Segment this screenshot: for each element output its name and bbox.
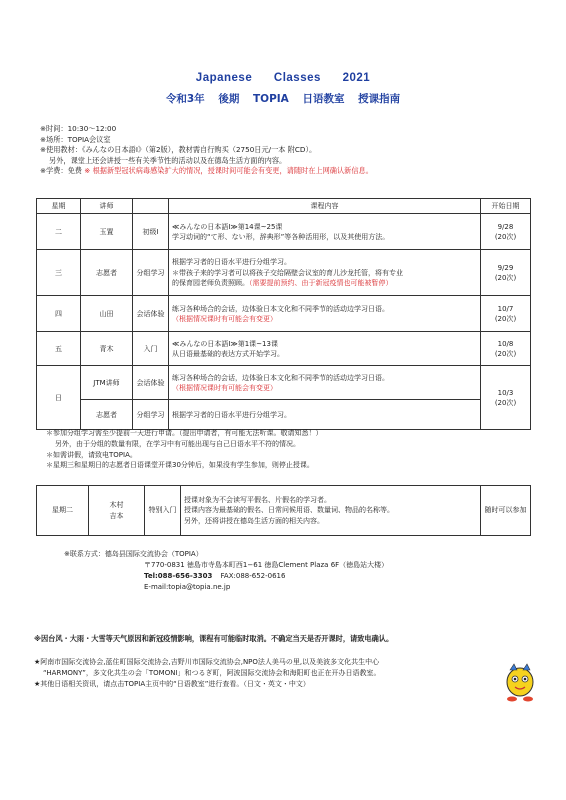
info-textbook: ※使用教材：《みんなの日本語Ⅰ》（第2版），教材需自行购买（2750日元/一本 附CD）。 xyxy=(40,145,317,155)
table-row xyxy=(37,486,531,536)
special-content-line: 授课内容为最基础的假名、日常问候用语、数量词、物品的名称等。 xyxy=(184,506,394,515)
row-content-line xyxy=(172,278,477,288)
row-day: 四 xyxy=(37,296,81,332)
row-date-value: 10/3 xyxy=(497,388,514,397)
row-day: 五 xyxy=(37,332,81,366)
row-date-count: (20次) xyxy=(494,314,517,323)
page-title-en: Japanese Classes 2021 xyxy=(195,72,371,84)
row-date xyxy=(481,332,531,366)
contact-email[interactable]: E-mail:topia@topia.ne.jp xyxy=(144,583,231,591)
row-content-text: 的保育园老师负责照顾。 xyxy=(172,278,249,287)
row-teacher: 山田 xyxy=(81,296,133,332)
footer-line: ★阿南市国际交流协会,蓝住町国际交流协会,吉野川市国际交流协会,NPO法人美马の里,以及美波多文化共生中心 xyxy=(34,658,380,666)
row-date-value: 9/28 xyxy=(497,222,514,231)
row-level: 会话体验 xyxy=(133,296,169,332)
contact-fax: FAX:088-652-0616 xyxy=(220,572,286,580)
schedule-table xyxy=(36,198,531,430)
row-level: 初级Ⅰ xyxy=(133,214,169,250)
weather-warning: ※因台风・大雨・大雪等天气原因和新冠疫情影响，课程有可能临时取消。不确定当天是否开课时，请致电确认。 xyxy=(34,634,394,643)
row-content-line: ＊带孩子来的学习者可以将孩子交给隔壁会议室的育儿沙龙托管，将有专业 xyxy=(172,268,403,277)
contact-address: 〒770-0831 徳島市寺島本町西1−61 徳島Clement Plaza 6F（徳島站大楼） xyxy=(144,561,389,569)
row-date-count: (20次) xyxy=(494,349,517,358)
row-content-line: 根据学习者的日语水平进行分组学习。 xyxy=(172,258,291,267)
footer-section xyxy=(34,657,514,689)
row-date-value: 10/8 xyxy=(497,339,514,348)
row-teacher: 青木 xyxy=(81,332,133,366)
row-content xyxy=(169,366,481,400)
note-line: ＊如需讲假，请致电TOPIA。 xyxy=(46,450,137,459)
row-date-count: (20次) xyxy=(494,398,517,407)
header-date: 开始日期 xyxy=(481,199,531,214)
contact-label: ※联系方式：德岛县国际交流协会（TOPIA） xyxy=(64,550,203,558)
row-date-value: 10/7 xyxy=(497,304,514,313)
info-time: ※时间：10:30～12:00 xyxy=(40,124,117,133)
row-teacher: 志愿者 xyxy=(81,400,133,430)
note-line: 另外，由于分组的数量有限，在学习中有可能出现与自己日语水平不符的情况。 xyxy=(55,439,300,448)
header-teacher: 讲师 xyxy=(81,199,133,214)
row-teacher: 玉置 xyxy=(81,214,133,250)
row-content-note: （根据情况课时有可能会有变更） xyxy=(172,383,277,392)
info-fee-note: ※ 根据新型冠状病毒感染扩大的情况，授课时间可能会有变更，请随时在上网确认新信息。 xyxy=(84,166,373,176)
row-content-line: ≪みんなの日本語Ⅰ≫第14课~25课 xyxy=(172,222,283,231)
row-date-count: (20次) xyxy=(494,273,517,282)
row-content-note: （需要提前预约、由于新冠疫情也可能被暂停） xyxy=(249,278,393,287)
table-row xyxy=(37,366,531,400)
row-teacher: 志愿者 xyxy=(81,250,133,296)
row-level: 分组学习 xyxy=(133,400,169,430)
row-day: 日 xyxy=(37,366,81,430)
row-content-line: ≪みんなの日本語Ⅰ≫第1课~13课 xyxy=(172,339,278,348)
row-content-line: 练习各种场合的会话，边体验日本文化和不同季节的活动边学习日语。 xyxy=(172,304,389,313)
row-content-line: 学习动词的“て形、ない形，辞典形”等各种活用形，以及其使用方法。 xyxy=(172,232,390,241)
row-day: 二 xyxy=(37,214,81,250)
special-content xyxy=(181,486,481,536)
info-textbook-note: 另外，课堂上还会讲授一些有关季节性的活动以及在德岛生活方面的内容。 xyxy=(49,155,287,165)
mascot-icon xyxy=(500,660,540,702)
row-content xyxy=(169,250,481,296)
row-date xyxy=(481,250,531,296)
note-line: ＊星期三和星期日的志愿者日语课堂开课30分钟后，如果没有学生参加，则停止授课。 xyxy=(46,461,314,470)
row-content xyxy=(169,214,481,250)
special-teacher: 木村 吉本 xyxy=(89,486,145,536)
table-header-row xyxy=(37,199,531,214)
table-row xyxy=(37,296,531,332)
table-row xyxy=(37,332,531,366)
row-day: 三 xyxy=(37,250,81,296)
special-content-line: 授课对象为不会读写平假名、片假名的学习者。 xyxy=(184,496,331,505)
row-content-line: 练习各种场合的会话，边体验日本文化和不同季节的活动边学习日语。 xyxy=(172,373,389,382)
special-date: 随时可以参加 xyxy=(481,486,531,536)
special-class-table xyxy=(36,485,531,536)
row-level: 入门 xyxy=(133,332,169,366)
row-date xyxy=(481,214,531,250)
row-content xyxy=(169,400,481,430)
row-content-line: 从日语最基础的表达方式开始学习。 xyxy=(172,349,284,358)
header-content: 课程内容 xyxy=(169,199,481,214)
row-level: 会话体验 xyxy=(133,366,169,400)
row-date-count: (20次) xyxy=(494,232,517,241)
row-content xyxy=(169,332,481,366)
row-level: 分组学习 xyxy=(133,250,169,296)
special-day: 星期二 xyxy=(37,486,89,536)
page-title-zh: 令和3年 後期 TOPIA 日语教室 授课指南 xyxy=(165,93,401,105)
row-content xyxy=(169,296,481,332)
row-content-line: 根据学习者的日语水平进行分组学习。 xyxy=(172,410,291,419)
footer-line: ★其他日语相关资讯，请点击TOPIA主页中的“日语教室”进行查看。（日文・英文・中文） xyxy=(34,679,310,688)
special-content-line: 另外，还将讲授在德岛生活方面的相关内容。 xyxy=(184,516,324,525)
table-row xyxy=(37,400,531,430)
contact-tel: Tel:088-656-3303 xyxy=(144,572,213,580)
info-section xyxy=(40,124,550,177)
footer-line: “HARMONY”，多文化共生の会「TOMONI」和つるぎ町，阿波国际交流协会和海阳町也正在开办日语教室。 xyxy=(43,668,381,677)
table-row xyxy=(37,214,531,250)
row-date xyxy=(481,366,531,430)
table-row xyxy=(37,250,531,296)
contact-phone-line xyxy=(64,571,388,582)
info-fee: ※学费：免费 xyxy=(40,166,82,176)
row-date xyxy=(481,296,531,332)
special-level: 特别入门 xyxy=(145,486,181,536)
notes-section xyxy=(46,428,536,471)
contact-section xyxy=(64,549,388,593)
header-level xyxy=(133,199,169,214)
row-teacher: JTM讲师 xyxy=(81,366,133,400)
info-fee-line xyxy=(40,166,550,177)
info-place: ※场所：TOPIA会议室 xyxy=(40,134,111,144)
header-day: 星期 xyxy=(37,199,81,214)
note-line: ＊参加分组学习需至少提前一天进行申请。（提出申请者，有可能无法听课。敬请知悉！） xyxy=(46,429,323,437)
row-content-note: （根据情况课时有可能会有变更） xyxy=(172,314,277,323)
row-date-value: 9/29 xyxy=(497,263,514,272)
